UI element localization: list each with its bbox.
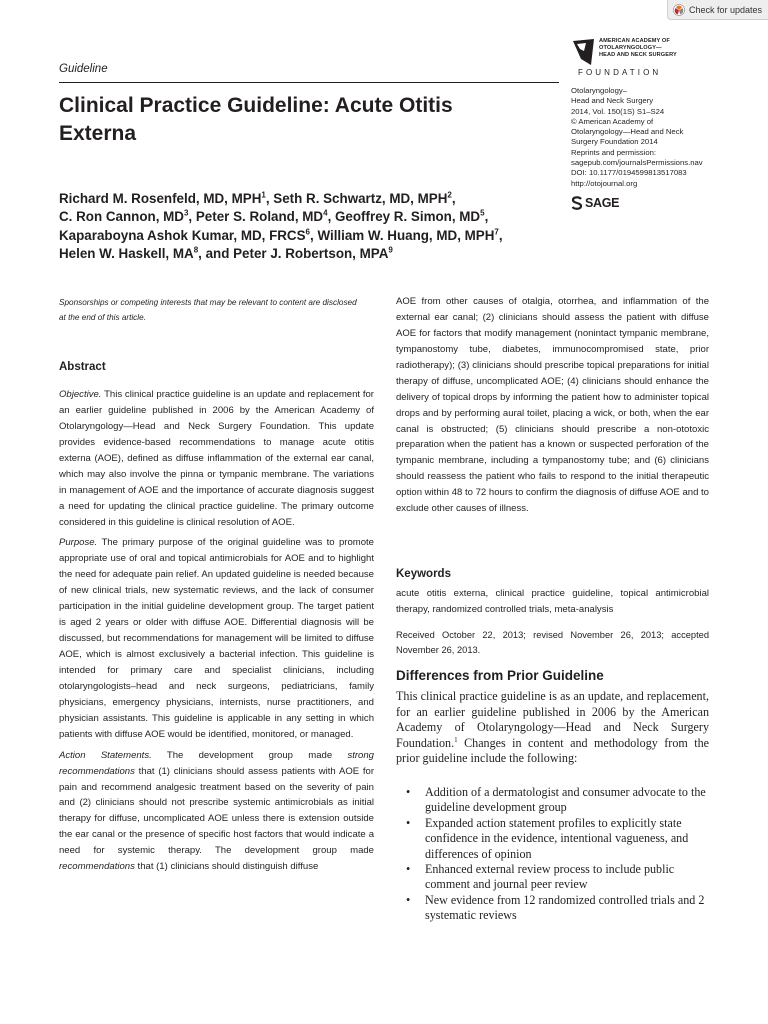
section-heading: Differences from Prior Guideline (396, 668, 604, 683)
author-affiliation: 5 (480, 208, 485, 218)
list-item (406, 816, 706, 862)
action-emphasis: recommendations (59, 861, 135, 873)
author-separator: , (265, 191, 274, 206)
author-affiliation: 6 (305, 227, 310, 237)
journal-info-line: 2014, Vol. 150(1S) S1–S24 (571, 106, 665, 116)
objective-label: Objective. (59, 389, 102, 400)
author-affiliation: 9 (388, 245, 393, 255)
author-name: Peter J. Robertson, MPA (233, 246, 389, 262)
author-separator: , (327, 209, 336, 225)
abstract-heading: Abstract (59, 361, 106, 373)
author-list (59, 190, 579, 264)
list-item-text: Expanded action statement profiles to explicitly state confidence in the evidence, intentional vagueness, and differences of opinion (425, 815, 689, 861)
abstract-purpose (59, 535, 374, 742)
list-item (406, 862, 706, 893)
author-name: William W. Huang, MD, MPH (317, 227, 495, 243)
crossmark-icon (673, 4, 685, 16)
author-affiliation: 4 (323, 208, 328, 218)
title-line-2: Externa (59, 122, 137, 145)
check-for-updates-label: Check for updates (689, 4, 763, 15)
section-text: This clinical practice guideline is as an update, and replacement, for an earlier guideline published in 2006 by the American Academy of Otolaryngology—Head and Neck Surgery Foundation. (396, 689, 709, 750)
author-name: Peter S. Roland, MD (195, 209, 324, 225)
purpose-label: Purpose. (59, 537, 98, 549)
journal-info (571, 86, 741, 189)
author-name: Kaparaboyna Ashok Kumar, MD, FRCS (59, 227, 306, 243)
bullet-icon: • (406, 815, 411, 830)
purpose-text: The primary purpose of the original guideline was to promote appropriate use of oral and topical antimicrobials for AOE and to highlight the need for adequate pain relief. An updated guideline is needed because of new clinical trials, new systematic reviews, and the lack of consumer participation in the initial guideline development group. The target patient is aged 2 years or older with diffuse AOE. Differential diagnosis will be discussed, but recommendations for management will be limited to diffuse AOE, which is almost exclusively a bacterial infection. This guideline is intended for primary care and specialist clinicians, including otolaryngologists–head and neck surgeons, pediatricians, family physicians, emergency physicians, internists, nurse practitioners, and physician assistants. This guideline is applicable in any setting in which patients with diffuse AOE would be identified, monitored, or managed. (59, 537, 374, 740)
logo-org-line-2: OTOLARYNGOLOGY— (599, 45, 662, 51)
author-line (59, 190, 579, 208)
author-name: C. Ron Cannon, MD (59, 209, 184, 225)
action-label: Action Statements. (59, 749, 152, 761)
bullet-icon: • (406, 862, 411, 877)
journal-info-line: sagepub.com/journalsPermissions.nav (571, 158, 703, 168)
list-item-text: New evidence from 12 randomized controlled trials and 2 systematic reviews (425, 892, 705, 923)
logo-org-name (599, 38, 689, 59)
abstract-action-statements (59, 748, 374, 876)
header-divider (59, 82, 559, 83)
article-title (59, 92, 549, 148)
author-affiliation: 2 (447, 190, 452, 200)
changes-list (406, 785, 706, 924)
title-line-1: Clinical Practice Guideline: Acute Otitis (59, 94, 453, 117)
author-line (59, 208, 579, 226)
author-separator: , and (198, 246, 234, 262)
logo-foundation-text: FOUNDATION (578, 68, 662, 77)
author-separator: , (451, 191, 456, 206)
list-item (406, 893, 706, 924)
logo-org-line-1: AMERICAN ACADEMY OF (599, 38, 670, 44)
author-name: Helen W. Haskell, MA (59, 246, 194, 262)
action-text: The development group made (151, 749, 348, 761)
logo-org-line-3: HEAD AND NECK SURGERY (599, 52, 677, 58)
sponsorship-note: Sponsorships or competing interests that may be relevant to content are disclosed at the end of this article. (59, 298, 357, 322)
citation-ref[interactable]: 1 (454, 735, 458, 744)
keywords-heading: Keywords (396, 568, 451, 580)
journal-info-line: Otolaryngology– (571, 86, 627, 95)
list-item (406, 785, 706, 816)
author-affiliation: 3 (183, 208, 189, 218)
sage-wordmark: SAGE (585, 196, 620, 210)
journal-info-line: © American Academy of (571, 116, 654, 126)
abstract-continuation (396, 294, 709, 517)
aao-hns-foundation-logo (572, 38, 692, 84)
objective-text: This clinical practice guideline is an update and replacement for an earlier guideline published in 2006 by the American Academy of Otolaryngology—Head and Neck Surgery Foundation. This update provides evidence-based recommendations to manage acute otitis externa (AOE), defined as diffuse inflammation of the external ear canal, which may also involve the pinna or tympanic membrane. The variations in management of AOE and the importance of accurate diagnosis suggest a need for updating the clinical practice guideline. The primary outcome considered in this guideline is clinical resolution of AOE. (59, 389, 374, 528)
section-text: Changes in content and methodology from the prior guideline include the following: (396, 735, 709, 765)
bullet-icon: • (406, 785, 411, 799)
bullet-icon: • (406, 892, 411, 907)
keywords-text (396, 586, 709, 618)
author-affiliation: 1 (261, 190, 266, 200)
author-separator: , (188, 209, 196, 225)
author-line (59, 227, 579, 245)
article-type-label: Guideline (59, 63, 108, 75)
received-dates: Received October 22, 2013; revised November 26, 2013; accepted November 26, 2013. (396, 630, 709, 655)
check-for-updates-button[interactable] (667, 0, 768, 20)
aao-hns-triangle-icon (572, 38, 596, 66)
author-separator: , (310, 227, 318, 243)
action-emphasis: strong recommendations (59, 749, 374, 777)
author-affiliation: 8 (193, 245, 199, 255)
action-text: that (1) clinicians should distinguish diffuse (134, 861, 319, 873)
keywords-list: acute otitis externa, clinical practice guideline, topical antimicrobial therapy, randomized controlled trials, meta-analysis (396, 588, 709, 615)
author-name: Seth R. Schwartz, MD, MPH (273, 191, 448, 206)
author-affiliation: 7 (494, 227, 499, 237)
section-body (396, 689, 709, 767)
list-item-text: Enhanced external review process to include public comment and journal peer review (425, 862, 675, 892)
author-separator: , (498, 227, 503, 243)
abstract-objective (59, 387, 374, 530)
author-line (59, 245, 579, 263)
abstract-body (59, 387, 374, 875)
author-name: Geoffrey R. Simon, MD (335, 209, 481, 225)
journal-info-line: DOI: 10.1177/0194599813517083 (571, 168, 687, 178)
list-item-text: Addition of a dermatologist and consumer advocate to the guideline development group (425, 785, 706, 815)
journal-info-line: Otolaryngology—Head and Neck (571, 127, 684, 137)
journal-info-line: Surgery Foundation 2014 (571, 137, 658, 147)
journal-info-link[interactable]: http://otojournal.org (571, 178, 638, 188)
author-name: Richard M. Rosenfeld, MD, MPH (59, 191, 262, 206)
journal-info-line: Head and Neck Surgery (571, 96, 654, 106)
journal-info-line: Reprints and permission: (571, 147, 657, 157)
author-separator: , (484, 209, 489, 225)
action-text: that (1) clinicians should assess patients with AOE for pain and recommend analgesic treatment based on the severity of pain and (2) clinicians should not prescribe systemic antimicrobials as initial therapy for diffuse, uncomplicated AOE unless there is extension outside the ear canal or the presence of specific host factors that would indicate a need for systemic therapy. The development group made (59, 765, 374, 857)
abstract-continuation-text: AOE from other causes of otalgia, otorrhea, and inflammation of the external ear canal; (2) clinicians should assess the patient with diffuse AOE for factors that modify management (nonintact tympanic membrane, tympanostomy tube, diabetes, immunocompromised state, prior radiotherapy); (3) clinicians should prescribe topical preparations for initial therapy of diffuse, uncomplicated AOE; (4) clinicians should enhance the delivery of topical drops by informing the patient how to administer topical drops and by performing aural toilet, placing a wick, or both, when the ear canal is obstructed; (5) clinicians should prescribe a non-ototoxic preparation when the patient has a known or suspected perforation of the tympanic membrane, including a tympanostomy tube; and (6) clinicians should reassess the patient who fails to respond to the initial therapeutic option within 48 to 72 hours to confirm the diagnosis of diffuse AOE and to exclude other causes of illness. (396, 296, 709, 515)
